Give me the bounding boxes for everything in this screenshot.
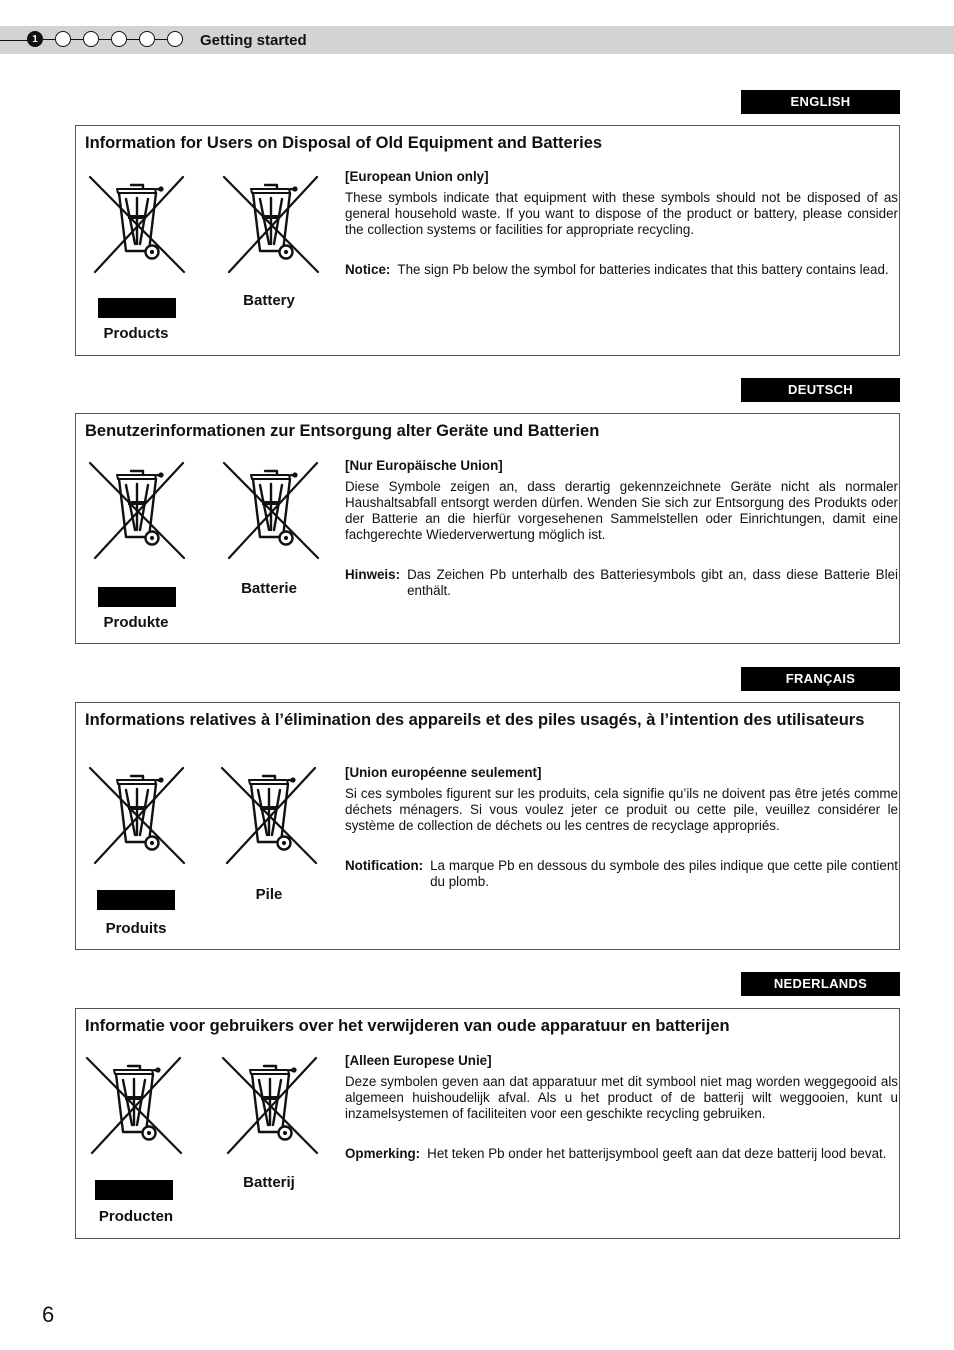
- info-block: [345, 1053, 898, 1162]
- chapter-circle: [167, 31, 183, 47]
- notice-row: [345, 262, 898, 278]
- notice-row: [345, 1146, 898, 1162]
- products-label: Produkte: [103, 614, 169, 631]
- language-tab-nederlands: NEDERLANDS: [741, 972, 900, 996]
- bin-icon: [220, 1055, 320, 1160]
- battery-label: Battery: [243, 292, 295, 309]
- notice-label: Notification:: [345, 858, 424, 873]
- battery-label: Batterij: [243, 1174, 295, 1191]
- info-block: [345, 765, 898, 890]
- black-bar-mark: [97, 890, 175, 910]
- chapter-connector: [155, 39, 167, 40]
- black-bar-mark: [95, 1180, 173, 1200]
- scope-heading: [Nur Europäische Union]: [345, 458, 503, 473]
- language-tab-english: ENGLISH: [741, 90, 900, 114]
- section-title: Getting started: [200, 32, 307, 49]
- disposal-panel-english: [75, 125, 900, 356]
- disposal-panel-deutsch: [75, 413, 900, 644]
- notice-text: The sign Pb below the symbol for batteries indicates that this battery contains lead.: [397, 262, 889, 277]
- products-label: Produits: [105, 920, 167, 937]
- chapter-circle: [111, 31, 127, 47]
- language-tab-deutsch: DEUTSCH: [741, 378, 900, 402]
- notice-text: Het teken Pb onder het batterijsymbool geeft aan dat deze batterij lood bevat.: [427, 1146, 887, 1161]
- bin-icon: [84, 1055, 184, 1160]
- notice-label: Notice:: [345, 262, 391, 277]
- bin-icon: [87, 765, 187, 870]
- chapter-circle: [55, 31, 71, 47]
- info-body: Deze symbolen geven aan dat apparatuur met dit symbool niet mag worden weggegooid als algemeen huishoudelijk afval. Als u het product of de batterij wilt weggooien, kunt u inzamelsystemen of faciliteiten voor een geschikte recycling gebruiken.: [345, 1074, 898, 1121]
- chapter-circle: [139, 31, 155, 47]
- bin-icon: [87, 460, 187, 565]
- notice-row: [345, 858, 898, 890]
- notice-label: Opmerking:: [345, 1146, 421, 1161]
- chapter-connector: [99, 39, 111, 40]
- notice-label: Hinweis:: [345, 567, 401, 582]
- chapter-connector: [43, 39, 55, 40]
- bin-icon: [219, 765, 319, 870]
- bin-icon: [87, 174, 187, 279]
- black-bar-mark: [98, 587, 176, 607]
- bin-icon: [221, 174, 321, 279]
- info-block: [345, 169, 898, 278]
- info-block: [345, 458, 898, 599]
- info-body: Diese Symbole zeigen an, dass derartig gekennzeichnete Geräte nicht als normaler Haushaltsabfall entsorgt werden dürfen. Wenden Sie sich zur Entsorgung des Produkts oder der Batterie an die hierfür vorgesehenen Sammelstellen oder Einrichtungen, damit eine fachgerechte Wiederverwertung möglich ist.: [345, 479, 898, 542]
- chapter-circle: [83, 31, 99, 47]
- products-label: Products: [103, 325, 169, 342]
- panel-title: Benutzerinformationen zur Entsorgung alter Geräte und Batterien: [85, 422, 600, 440]
- battery-label: Batterie: [241, 580, 297, 597]
- notice-text: La marque Pb en dessous du symbole des piles indique que cette pile contient du plomb.: [430, 858, 898, 889]
- chapter-connector: [127, 39, 139, 40]
- products-label: Producten: [98, 1208, 174, 1225]
- panel-title: Information for Users on Disposal of Old Equipment and Batteries: [85, 134, 603, 152]
- chapter-connector: [71, 39, 83, 40]
- page-number: 6: [42, 1302, 55, 1327]
- info-body: These symbols indicate that equipment with these symbols should not be disposed of as general household waste. If you want to dispose of the product or battery, please consider the collection systems or facilities for appropriate recycling.: [345, 190, 898, 237]
- language-tab-francais: FRANÇAIS: [741, 667, 900, 691]
- scope-heading: [Union européenne seulement]: [345, 765, 542, 780]
- black-bar-mark: [98, 298, 176, 318]
- scope-heading: [Alleen Europese Unie]: [345, 1053, 492, 1068]
- chapter-circle-active: 1: [27, 31, 43, 47]
- notice-text: Das Zeichen Pb unterhalb des Batteriesymbols gibt an, dass diese Batterie Blei enthält.: [407, 567, 898, 598]
- bin-icon: [221, 460, 321, 565]
- battery-label: Pile: [255, 886, 283, 903]
- scope-heading: [European Union only]: [345, 169, 489, 184]
- disposal-panel-francais: [75, 702, 900, 950]
- disposal-panel-nederlands: [75, 1008, 900, 1239]
- info-body: Si ces symboles figurent sur les produits, cela signifie qu’ils ne doivent pas être jetés comme déchets ménagers. Si vous voulez jeter ce produit ou cette pile, veuillez considérer le système de collection de déchets ou les centres de recyclage appropriés.: [345, 786, 898, 833]
- panel-title: Informatie voor gebruikers over het verwijderen van oude apparatuur en batterijen: [85, 1017, 730, 1035]
- notice-row: [345, 567, 898, 599]
- panel-title: Informations relatives à l’élimination des appareils et des piles usagés, à l’intention des utilisateurs: [85, 711, 865, 729]
